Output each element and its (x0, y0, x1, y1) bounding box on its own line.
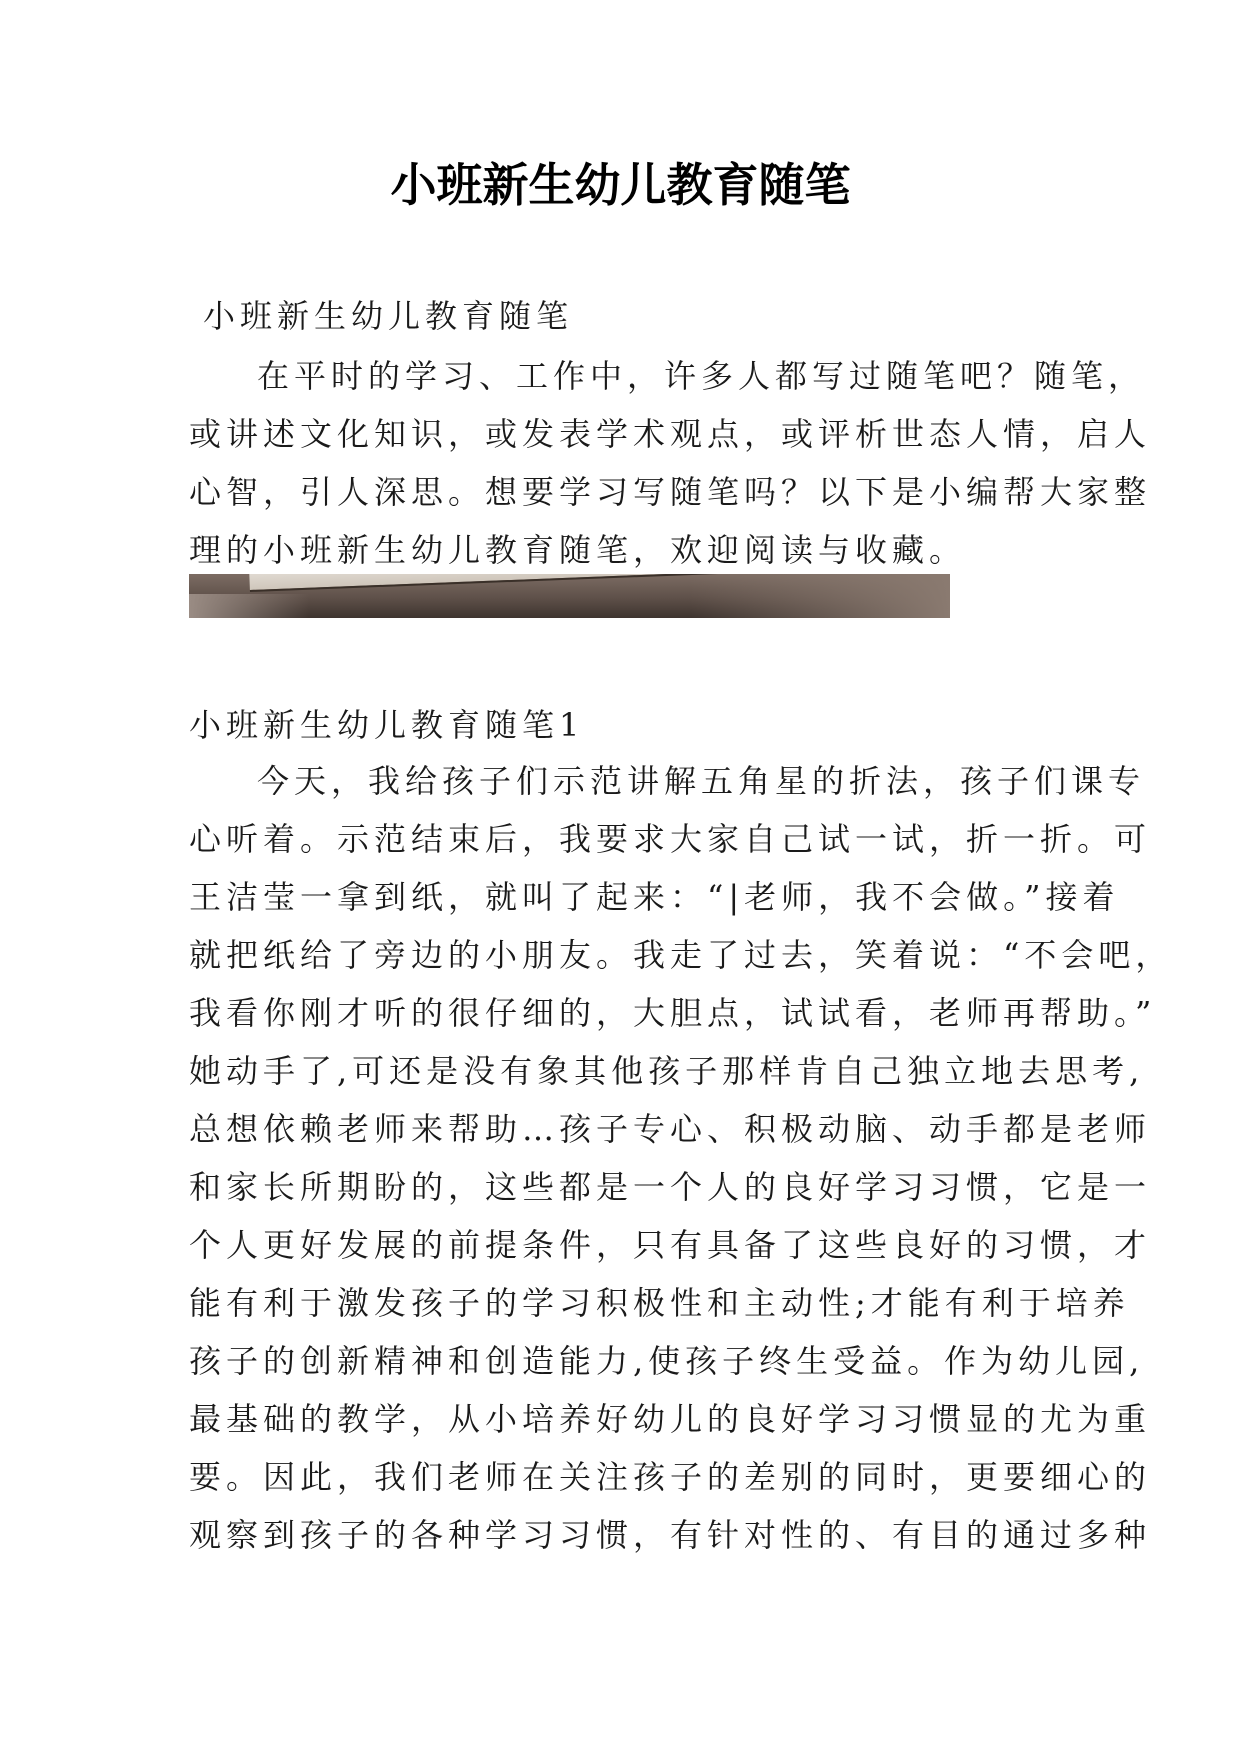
body-line: 总想依赖老师来帮助…孩子专心、积极动脑、动手都是老师 (189, 1110, 1152, 1148)
body-line: 能有利于激发孩子的学习积极性和主动性;才能有利于培养 (189, 1284, 1130, 1322)
page-title: 小班新生幼儿教育随笔 (390, 158, 851, 212)
body-line: 心听着。示范结束后，我要求大家自己试一试，折一折。可 (189, 820, 1152, 858)
body-line: 孩子的创新精神和创造能力,使孩子终生受益。作为幼儿园, (189, 1342, 1145, 1380)
intro-line: 理的小班新生幼儿教育随笔，欢迎阅读与收藏。 (189, 531, 967, 569)
body-line: 要。因此，我们老师在关注孩子的差别的同时，更要细心的 (189, 1458, 1152, 1496)
intro-line: 心智，引人深思。想要学习写随笔吗？以下是小编帮大家整 (189, 473, 1152, 511)
body-line: 观察到孩子的各种学习习惯，有针对性的、有目的通过多种 (189, 1516, 1152, 1554)
intro-subtitle: 小班新生幼儿教育随笔 (203, 297, 574, 335)
body-line: 最基础的教学，从小培养好幼儿的良好学习习惯显的尤为重 (189, 1400, 1152, 1438)
body-line: 王洁莹一拿到纸，就叫了起来：“|老师，我不会做。”接着 (189, 878, 1120, 916)
body-line: 和家长所期盼的，这些都是一个人的良好学习习惯，它是一 (189, 1168, 1152, 1206)
photo-strip-image (189, 574, 950, 618)
body-line: 个人更好发展的前提条件，只有具备了这些良好的习惯，才 (189, 1226, 1152, 1264)
body-line: 今天，我给孩子们示范讲解五角星的折法，孩子们课专 (257, 762, 1146, 800)
body-line: 我看你刚才听的很仔细的，大胆点，试试看，老师再帮助。” (189, 994, 1157, 1032)
body-line: 就把纸给了旁边的小朋友。我走了过去，笑着说：“不会吧， (189, 936, 1173, 974)
photo-shade (690, 574, 950, 618)
body-line: 她动手了,可还是没有象其他孩子那样肯自己独立地去思考, (189, 1052, 1145, 1090)
section-heading: 小班新生幼儿教育随笔1 (189, 706, 585, 744)
photo-glare (189, 594, 309, 618)
intro-line: 在平时的学习、工作中，许多人都写过随笔吧？随笔， (257, 357, 1146, 395)
intro-line: 或讲述文化知识，或发表学术观点，或评析世态人情，启人 (189, 415, 1152, 453)
